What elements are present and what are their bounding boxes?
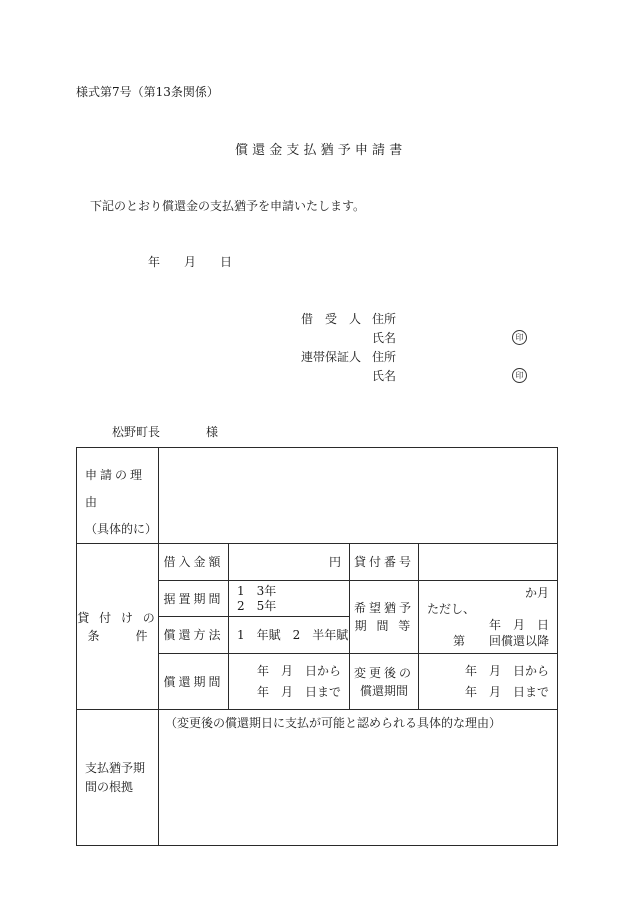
repayment-method-options[interactable]: 1 年賦 2 半年賦 bbox=[229, 617, 350, 654]
basis-field[interactable] bbox=[159, 710, 558, 846]
deferment-option-5years: 2 5年 bbox=[237, 598, 277, 613]
basis-label-2: 間の根拠 bbox=[85, 779, 134, 794]
repayment-period-field[interactable] bbox=[229, 654, 350, 710]
document-title: 償 還 金 支 払 猶 予 申 請 書 bbox=[235, 143, 403, 158]
basis-label: 支払猶予期 bbox=[85, 760, 146, 775]
months-unit: か月 bbox=[524, 586, 549, 600]
guarantor-name-label: 氏名 bbox=[372, 369, 397, 383]
loan-number-label: 貸付番号 bbox=[350, 544, 419, 581]
borrowed-amount-label: 借入金額 bbox=[159, 544, 229, 581]
installment-text bbox=[427, 633, 549, 649]
requested-period-field[interactable] bbox=[419, 581, 558, 654]
yen-unit: 円 bbox=[328, 555, 341, 569]
requested-period-label: 希望猶予 bbox=[353, 601, 414, 615]
guarantor-address-label: 住所 bbox=[372, 350, 397, 364]
requested-date: 年 月 日 bbox=[488, 618, 549, 632]
borrower-label: 借 受 人 bbox=[301, 312, 362, 326]
borrower-seal-icon: 印 bbox=[512, 330, 527, 345]
date-year: 年 bbox=[148, 255, 161, 269]
reason-sublabel: （具体的に） bbox=[85, 522, 158, 536]
changed-from: 年 月 日から bbox=[464, 663, 549, 678]
however-text: ただし、 bbox=[427, 602, 476, 616]
loan-number-field[interactable] bbox=[419, 544, 558, 581]
guarantor-label: 連帯保証人 bbox=[301, 350, 362, 364]
loan-terms-label-2: 条 件 bbox=[87, 628, 148, 643]
borrower-name-label: 氏名 bbox=[372, 331, 397, 345]
date-month: 月 bbox=[184, 255, 197, 269]
deferment-period-options[interactable] bbox=[229, 581, 350, 617]
loan-terms-label-cell bbox=[77, 544, 159, 710]
changed-period-label-2: 償還期間 bbox=[359, 683, 408, 698]
form-number: 様式第7号（第13条関係） bbox=[76, 85, 219, 99]
basis-label-cell bbox=[77, 710, 159, 846]
repayment-from: 年 月 日から bbox=[256, 663, 341, 678]
changed-period-label: 変更後の bbox=[353, 665, 414, 680]
repayment-until: 年 月 日まで bbox=[256, 684, 341, 699]
requested-period-label-cell bbox=[350, 581, 419, 654]
reason-label: 申請の理由 bbox=[85, 468, 146, 509]
installment-after-text: 回償還以降 bbox=[488, 634, 549, 648]
requested-period-label-2: 期 間 等 bbox=[354, 619, 414, 633]
deferment-period-label: 据置期間 bbox=[159, 581, 229, 617]
addressee-honorific: 様 bbox=[206, 425, 219, 439]
deferment-option-3years: 1 3年 bbox=[237, 583, 277, 598]
repayment-method-label: 償還方法 bbox=[159, 617, 229, 654]
dai-text: 第 bbox=[452, 634, 465, 648]
application-table bbox=[76, 447, 558, 846]
date-day: 日 bbox=[220, 255, 233, 269]
reason-field[interactable] bbox=[159, 448, 558, 544]
changed-until: 年 月 日まで bbox=[464, 684, 549, 699]
intro-text: 下記のとおり償還金の支払猶予を申請いたします。 bbox=[90, 199, 366, 213]
basis-note: （変更後の償還期日に支払が可能と認められる具体的な理由） bbox=[165, 716, 502, 730]
guarantor-seal-icon: 印 bbox=[512, 368, 527, 383]
loan-terms-label: 貸 付 け の bbox=[77, 610, 158, 625]
reason-label-cell bbox=[77, 448, 159, 544]
changed-period-label-cell bbox=[350, 654, 419, 710]
addressee-name: 松野町長 bbox=[112, 425, 161, 439]
repayment-period-label: 償還期間 bbox=[159, 654, 229, 710]
changed-period-field[interactable] bbox=[419, 654, 558, 710]
borrower-address-label: 住所 bbox=[372, 312, 397, 326]
borrowed-amount-field[interactable] bbox=[229, 544, 350, 581]
